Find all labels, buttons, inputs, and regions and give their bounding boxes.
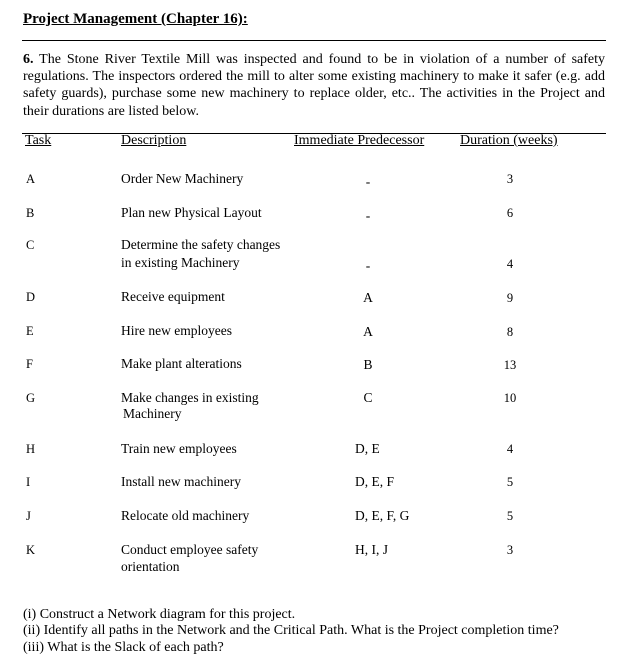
question-list (23, 607, 559, 656)
task-description-d: Receive equipment (121, 289, 225, 304)
task-duration-f: 13 (503, 358, 517, 372)
task-description-i: Install new machinery (121, 474, 241, 489)
task-duration-k: 3 (506, 543, 514, 557)
task-predecessor-c: - (365, 258, 371, 273)
task-duration-b: 6 (506, 206, 514, 220)
task-id-e: E (26, 324, 34, 338)
task-predecessor-j: D, E, F, G (355, 508, 410, 523)
task-predecessor-d: A (363, 290, 373, 305)
task-id-j: J (26, 509, 31, 523)
task-id-i: I (26, 475, 31, 489)
task-predecessor-b: - (365, 208, 371, 223)
task-duration-j: 5 (506, 509, 514, 523)
problem-number: 6. (23, 52, 34, 67)
header-predecessor: Immediate Predecessor (294, 133, 425, 148)
task-duration-c: 4 (506, 257, 514, 271)
task-id-d: D (26, 290, 36, 304)
task-description-c-line2: in existing Machinery (121, 255, 240, 270)
task-description-b: Plan new Physical Layout (121, 205, 262, 220)
task-duration-a: 3 (506, 172, 514, 186)
task-predecessor-h: D, E (355, 441, 380, 456)
task-duration-g: 10 (503, 391, 517, 405)
header-description: Description (121, 133, 187, 148)
task-description-f: Make plant alterations (121, 356, 242, 371)
task-description-a: Order New Machinery (121, 171, 244, 186)
task-description-g-line1: Make changes in existing (121, 390, 259, 405)
task-id-k: K (26, 543, 36, 557)
task-predecessor-i: D, E, F (355, 474, 395, 489)
task-duration-h: 4 (506, 442, 514, 456)
task-description-e: Hire new employees (121, 323, 232, 338)
problem-text: The Stone River Textile Mill was inspected and found to be in violation of a number of safety regulations. The inspectors ordered the mill to alter some existing machinery to make it safer (e.g. add safety guards), purchase some new machinery to replace older, etc.. The activities in the Project and their durations are listed below. (23, 52, 606, 119)
question-ii: (ii) Identify all paths in the Network and the Critical Path. What is the Project completion time? (23, 623, 559, 639)
question-iii: (iii) What is the Slack of each path? (23, 639, 224, 655)
task-description-k-line1: Conduct employee safety (121, 542, 259, 557)
task-description-g-line2: Machinery (123, 406, 182, 421)
page-title: Project Management (Chapter 16): (23, 11, 248, 27)
header-duration: Duration (weeks) (460, 133, 558, 148)
task-id-g: G (26, 391, 36, 405)
task-duration-i: 5 (506, 475, 514, 489)
task-predecessor-g: C (363, 390, 373, 405)
task-predecessor-e: A (363, 324, 373, 339)
problem-statement (23, 51, 605, 120)
task-predecessor-f: B (363, 357, 373, 372)
task-description-j: Relocate old machinery (121, 508, 250, 523)
task-id-c: C (26, 238, 35, 252)
task-id-h: H (26, 442, 36, 456)
task-description-k-line2: orientation (121, 559, 180, 574)
task-description-h: Train new employees (121, 441, 237, 456)
task-duration-e: 8 (506, 325, 514, 339)
header-task: Task (25, 133, 52, 148)
task-id-a: A (26, 172, 36, 186)
task-description-c-line1: Determine the safety changes (121, 237, 281, 252)
task-id-b: B (26, 206, 35, 220)
task-duration-d: 9 (506, 291, 514, 305)
question-i: (i) Construct a Network diagram for this project. (23, 607, 296, 622)
task-id-f: F (26, 357, 33, 371)
task-predecessor-k: H, I, J (355, 542, 388, 557)
task-predecessor-a: - (365, 174, 371, 189)
